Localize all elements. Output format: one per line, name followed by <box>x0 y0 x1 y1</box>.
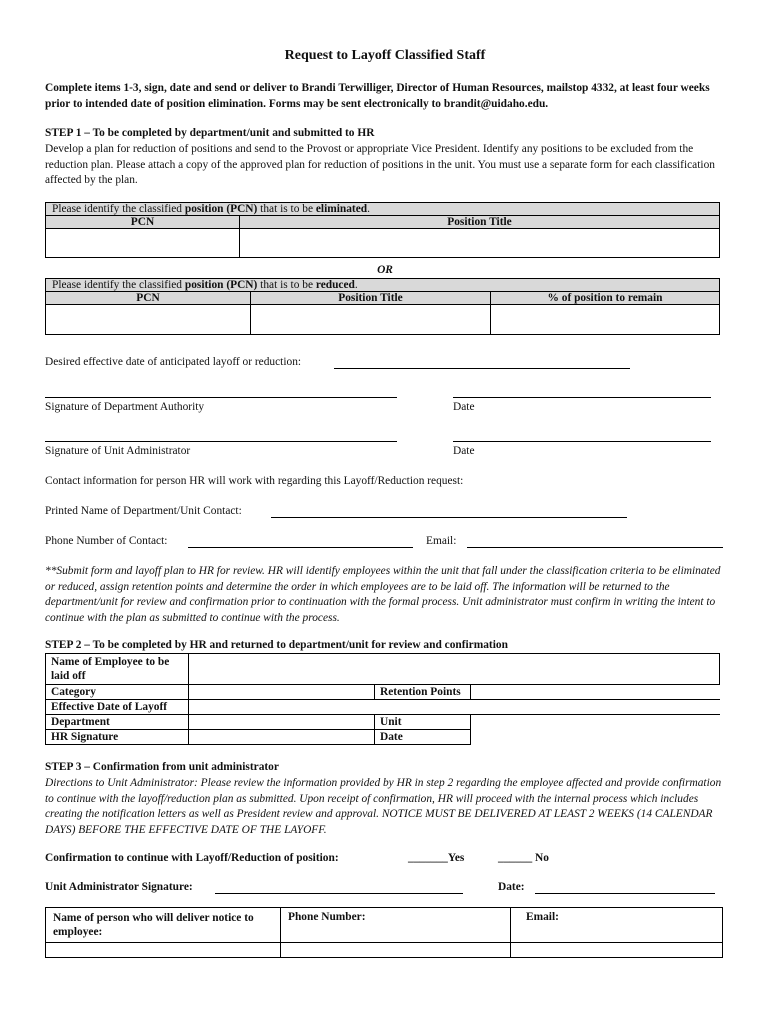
eliminated-col-title: Position Title <box>240 216 720 229</box>
unit-date-field[interactable] <box>453 441 711 442</box>
effective-date-field[interactable] <box>334 368 630 369</box>
step2-table <box>45 653 720 745</box>
unit-field[interactable] <box>471 715 720 730</box>
reduced-prompt: Please identify the classified position (PCN) that is to be reduced. <box>46 279 720 292</box>
deliverer-phone-field[interactable] <box>281 943 511 958</box>
unit-admin-date-field[interactable] <box>535 893 715 894</box>
email-field[interactable] <box>467 547 723 548</box>
intro-instructions: Complete items 1-3, sign, date and send or deliver to Brandi Terwilliger, Director of Human Resources, mailstop 4332, at least four weeks prior to intended date of position elimination. Forms may be sent electronically to brandit@uidaho.edu. <box>45 82 710 110</box>
dept-date-label: Date <box>453 401 475 413</box>
hr-signature-field[interactable] <box>189 730 375 745</box>
dept-signature-field[interactable] <box>45 397 397 398</box>
reduced-col-pct: % of position to remain <box>491 292 720 305</box>
or-label: OR <box>377 264 393 276</box>
effective-date-layoff-field[interactable] <box>189 700 720 715</box>
deliverer-email-label: Email: <box>511 908 723 943</box>
unit-date-label: Date <box>453 445 475 457</box>
printed-name-field[interactable] <box>271 517 627 518</box>
retention-points-label: Retention Points <box>375 685 471 700</box>
reduced-pct-field[interactable] <box>491 305 720 335</box>
unit-signature-label: Signature of Unit Administrator <box>45 445 191 457</box>
eliminated-pcn-field[interactable] <box>46 229 240 258</box>
deliverer-phone-label: Phone Number: <box>281 908 511 943</box>
eliminated-col-pcn: PCN <box>46 216 240 229</box>
hr-signature-label: HR Signature <box>46 730 189 745</box>
retention-points-field[interactable] <box>471 685 720 700</box>
printed-name-label: Printed Name of Department/Unit Contact: <box>45 505 242 517</box>
step3-heading: STEP 3 – Confirmation from unit administrator <box>45 761 279 773</box>
dept-date-field[interactable] <box>453 397 711 398</box>
page-title: Request to Layoff Classified Staff <box>284 48 486 63</box>
effective-date-layoff-label: Effective Date of Layoff <box>46 700 189 715</box>
employee-name-field[interactable] <box>189 654 720 685</box>
email-label: Email: <box>426 535 457 547</box>
unit-signature-field[interactable] <box>45 441 397 442</box>
phone-label: Phone Number of Contact: <box>45 535 168 547</box>
confirm-yes-option[interactable]: _______Yes <box>408 852 465 864</box>
step1-text: Develop a plan for reduction of positions and send to the Provost or appropriate Vice President. Identify any positions to be excluded from the reduction plan. Please attach a copy of the approved plan for reduction of positions in the unit. You must use a separate form for each classification affected by the plan. <box>45 143 715 186</box>
step2-heading: STEP 2 – To be completed by HR and returned to department/unit for review and confirmation <box>45 639 508 651</box>
reduced-table <box>45 278 720 335</box>
employee-name-label: Name of Employee to be laid off <box>46 654 189 685</box>
phone-field[interactable] <box>188 547 413 548</box>
unit-admin-date-label: Date: <box>498 881 525 893</box>
contact-info-text: Contact information for person HR will work with regarding this Layoff/Reduction request: <box>45 475 464 487</box>
hr-date-label: Date <box>375 730 471 745</box>
department-field[interactable] <box>189 715 375 730</box>
unit-admin-signature-field[interactable] <box>215 893 463 894</box>
step3-directions: Directions to Unit Administrator: Please review the information provided by HR in step 2 regarding the employee affected and provide confirmation to continue with the layoff/reduction plan as submitted. Upon receipt of confirmation, HR will proceed with the internal process which includes creating the notification letters as well as President review and approval. NOTICE MUST BE DELIVERED AT LEAST 2 WEEKS (14 CALENDAR DAYS) BEFORE THE EFFECTIVE DATE OF THE LAYOFF. <box>45 777 722 836</box>
unit-label: Unit <box>375 715 471 730</box>
category-label: Category <box>46 685 189 700</box>
deliverer-name-label: Name of person who will deliver notice to employee: <box>46 908 281 943</box>
dept-signature-label: Signature of Department Authority <box>45 401 205 413</box>
effective-date-label: Desired effective date of anticipated layoff or reduction: <box>45 356 302 368</box>
reduced-pcn-field[interactable] <box>46 305 251 335</box>
confirm-no-option[interactable]: ______ No <box>498 852 549 864</box>
reduced-title-field[interactable] <box>251 305 491 335</box>
category-field[interactable] <box>189 685 375 700</box>
hr-date-field[interactable] <box>471 730 720 745</box>
eliminated-prompt: Please identify the classified position (PCN) that is to be eliminated. <box>46 203 720 216</box>
deliverer-email-field[interactable] <box>511 943 723 958</box>
notice-delivery-table <box>45 907 723 958</box>
submission-note: **Submit form and layoff plan to HR for review. HR will identify employees within the unit that fall under the classification criteria to be eliminated or reduced, assign retention points and determine the order in which employees are to be laid off. The information will be returned to the department/unit for review and confirmation prior to continuation with the formal process. Unit administrator must confirm in writing the intent to continue with the plan as submitted to continue with the process. <box>45 565 721 624</box>
step1-heading: STEP 1 – To be completed by department/unit and submitted to HR <box>45 127 375 139</box>
department-label: Department <box>46 715 189 730</box>
confirmation-label: Confirmation to continue with Layoff/Reduction of position: <box>45 852 339 864</box>
reduced-col-pcn: PCN <box>46 292 251 305</box>
reduced-col-title: Position Title <box>251 292 491 305</box>
eliminated-table <box>45 202 720 258</box>
eliminated-title-field[interactable] <box>240 229 720 258</box>
deliverer-name-field[interactable] <box>46 943 281 958</box>
unit-admin-signature-label: Unit Administrator Signature: <box>45 881 193 893</box>
